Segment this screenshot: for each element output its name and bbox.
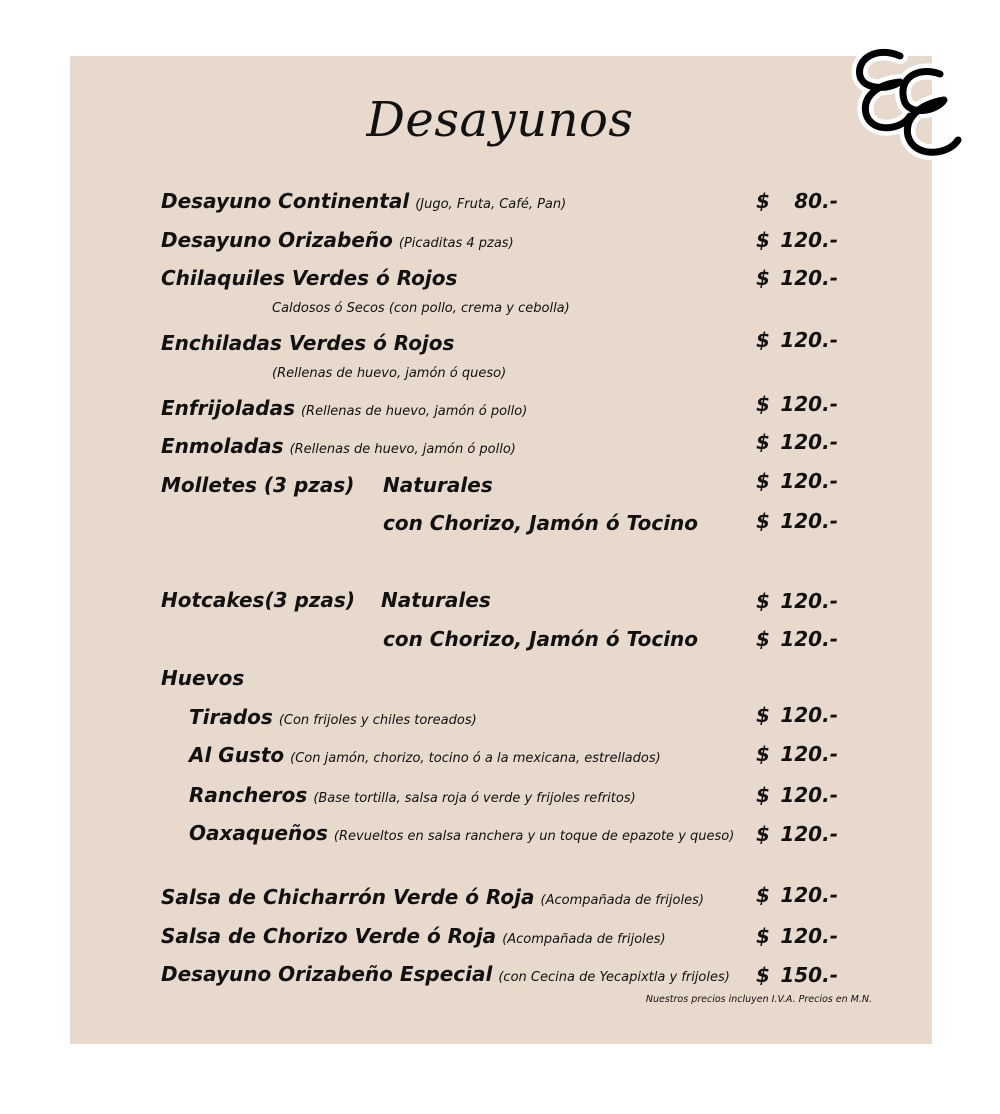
item-name: Al Gusto (189, 743, 285, 767)
menu-item-enmoladas (161, 433, 516, 463)
item-note: (Base tortilla, salsa roja ó verde y frijoles refritos) (313, 791, 636, 806)
molletes-option-naturales: Naturales (383, 473, 493, 497)
menu-item-chilaquiles (161, 265, 457, 291)
currency-symbol: $ (756, 883, 770, 907)
item-name: Salsa de Chorizo Verde ó Roja (161, 924, 497, 948)
price-amount: 80.- (794, 189, 838, 213)
price-amount: 120.- (780, 392, 838, 416)
currency-symbol: $ (756, 328, 770, 352)
menu-item-continental (161, 188, 566, 218)
currency-symbol: $ (756, 742, 770, 766)
menu-item-molletes (161, 472, 354, 498)
item-name: Oaxaqueños (189, 821, 328, 845)
item-name: Tirados (189, 705, 273, 729)
menu-item-tirados (189, 704, 477, 734)
currency-symbol: $ (756, 822, 770, 846)
item-name: Desayuno Orizabeño (161, 228, 393, 252)
price-amount: 120.- (780, 328, 838, 352)
section-huevos: Huevos (161, 666, 245, 690)
price-amount: 120.- (780, 430, 838, 454)
item-note: (Con jamón, chorizo, tocino ó a la mexicana, estrellados) (290, 751, 661, 766)
hotcakes-option-naturales: Naturales (381, 588, 491, 612)
currency-symbol: $ (756, 589, 770, 613)
menu-item-hotcakes (161, 587, 355, 613)
item-name: Enchiladas Verdes ó Rojos (161, 331, 455, 355)
item-subnote-chilaquiles: Caldosos ó Secos (con pollo, crema y cebolla) (272, 301, 570, 316)
menu-item-rancheros (189, 782, 636, 812)
currency-symbol: $ (756, 627, 770, 651)
currency-symbol: $ (756, 924, 770, 948)
menu-title: Desayunos (366, 92, 634, 148)
currency-symbol: $ (756, 228, 770, 252)
price-amount: 120.- (780, 883, 838, 907)
menu-item-salsa-chicharron (161, 884, 704, 914)
item-note: (Jugo, Fruta, Café, Pan) (415, 197, 567, 212)
price-amount: 120.- (780, 742, 838, 766)
hotcakes-option-con-chorizo: con Chorizo, Jamón ó Tocino (383, 627, 699, 651)
price-amount: 120.- (780, 924, 838, 948)
item-name: Enmoladas (161, 434, 284, 458)
menu-item-orizabeno (161, 227, 514, 257)
item-name: Hotcakes(3 pzas) (161, 588, 355, 612)
item-name: Chilaquiles Verdes ó Rojos (161, 266, 458, 290)
currency-symbol: $ (756, 963, 770, 987)
item-name: Enfrijoladas (161, 396, 295, 420)
menu-item-enchiladas (161, 330, 454, 356)
item-note: (Acompañada de frijoles) (502, 932, 666, 947)
currency-symbol: $ (756, 509, 770, 533)
menu-item-enfrijoladas (161, 395, 527, 425)
item-note: (Revueltos en salsa ranchera y un toque de epazote y queso) (333, 829, 735, 844)
item-name: Desayuno Orizabeño Especial (161, 962, 493, 986)
currency-symbol: $ (756, 783, 770, 807)
price-amount: 150.- (780, 963, 838, 987)
currency-symbol: $ (756, 430, 770, 454)
item-name: Salsa de Chicharrón Verde ó Roja (161, 885, 535, 909)
currency-symbol: $ (756, 703, 770, 727)
price-amount: 120.- (780, 589, 838, 613)
item-name: Molletes (3 pzas) (161, 473, 355, 497)
currency-symbol: $ (756, 392, 770, 416)
price-amount: 120.- (780, 822, 838, 846)
item-name: Desayuno Continental (161, 189, 410, 213)
item-note: (Picaditas 4 pzas) (398, 236, 514, 251)
item-name: Rancheros (189, 783, 308, 807)
menu-item-al-gusto (189, 742, 661, 772)
molletes-option-con-chorizo: con Chorizo, Jamón ó Tocino (383, 511, 699, 535)
item-note: (Acompañada de frijoles) (540, 893, 704, 908)
price-amount: 120.- (780, 469, 838, 493)
item-note: (con Cecina de Yecapixtla y frijoles) (498, 970, 730, 985)
price-amount: 120.- (780, 266, 838, 290)
price-amount: 120.- (780, 228, 838, 252)
currency-symbol: $ (756, 469, 770, 493)
currency-symbol: $ (756, 266, 770, 290)
item-note: (Rellenas de huevo, jamón ó pollo) (300, 404, 528, 419)
price-amount: 120.- (780, 509, 838, 533)
item-note: (Con frijoles y chiles toreados) (278, 713, 477, 728)
item-subnote-enchiladas: (Rellenas de huevo, jamón ó queso) (272, 366, 507, 381)
price-amount: 120.- (780, 627, 838, 651)
menu-item-oaxaquenos (189, 820, 734, 850)
menu-item-salsa-chorizo (161, 923, 666, 953)
item-note: (Rellenas de huevo, jamón ó pollo) (289, 442, 516, 457)
price-footnote: Nuestros precios incluyen I.V.A. Precios en M.N. (645, 994, 872, 1005)
price-amount: 120.- (780, 783, 838, 807)
price-amount: 120.- (780, 703, 838, 727)
currency-symbol: $ (756, 189, 770, 213)
menu-item-orizabeno-especial (161, 961, 730, 991)
